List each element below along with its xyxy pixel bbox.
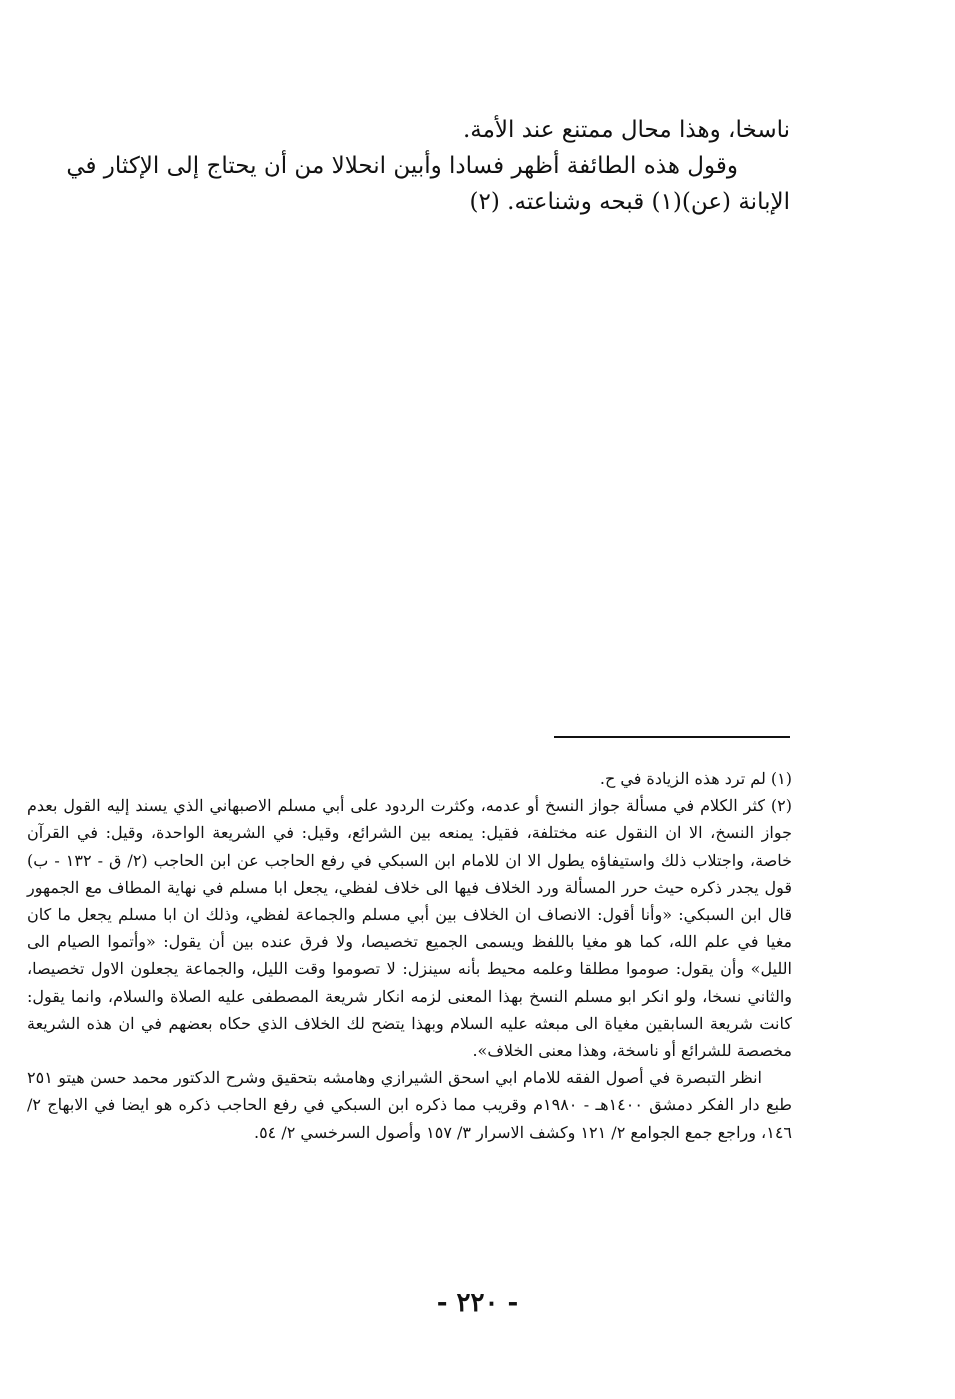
footnotes — [27, 765, 792, 1146]
main-paragraph-2: وقول هذه الطائفة أظهر فسادا وأبين انحلالا من أن يحتاج إلى الإكثار في الإبانة (عن)(١) قبحه وشناعته. (٢) — [66, 153, 790, 215]
footnote-2: (٢) كثر الكلام في مسألة جواز النسخ أو عدمه، وكثرت الردود على أبي مسلم الاصبهاني الذي يسند إليه القول بعدم جواز النسخ، الا ان النقول عنه مختلفة، فقيل: يمنعه بين الشرائع، وقيل: في الشريعة الواحدة، وقيل: في القرآن خاصة، واجتلاب ذلك واستيفاؤه يطول الا ان للامام ابن السبكي في رفع الحاجب عن ابن الحاجب (٢/ ق - ١٣٢ - ب) قول يجدر ذكره حيث حرر المسألة ورد الخلاف فيها الى خلاف لفظي، يجعل ابا مسلم في نهاية المطاف مع الجمهور قال ابن السبكي: «وأنا أقول: الانصاف ان الخلاف بين أبي مسلم والجماعة لفظي، وذلك ان ابا مسلم يجعل ما كان مغيا في علم الله، كما هو مغيا باللفظ ويسمى الجميع تخصيصا، ولا فرق عنده بين أن يقول: «وأتموا الصيام الى الليل» وأن يقول: صوموا مطلقا وعلمه محيط بأنه سينزل: لا تصوموا وقت الليل، والجماعة يجعلون الاول تخصيصا، والثاني نسخا، ولو انكر ابو مسلم النسخ بهذا المعنى لزمه انكار شريعة المصطفى عليه الصلاة والسلام، وانما يقول: كانت شريعة السابقين مغياة الى مبعثه عليه السلام وبهذا يتضح لك الخلاف الذي حكاه بعضهم في ان هذه الشريعة مخصصة للشرائع أو ناسخة، وهذا معنى الخلاف». — [27, 796, 793, 1061]
footnote-2-references: انظر التبصرة في أصول الفقه للامام ابي اسحق الشيرازي وهامشه بتحقيق وشرح الدكتور محمد حسن هيتو ٢٥١ طبع دار الفكر دمشق ١٤٠٠هـ - ١٩٨٠م وقريب مما ذكره ابن السبكي في رفع الحاجب ذكره هو ايضا في الابهاج ٢/ ١٤٦، وراجع جمع الجوامع ٢/ ١٢١ وكشف الاسرار ٣/ ١٥٧ وأصول السرخسي ٢/ ٥٤. — [27, 1068, 793, 1142]
main-paragraph-1: ناسخا، وهذا محال ممتنع عند الأمة. — [462, 117, 790, 143]
footnote-separator — [554, 736, 790, 738]
main-text — [30, 112, 790, 220]
footnote-1: (١) لم ترد هذه الزيادة في ح. — [599, 769, 792, 788]
page-number: - ٢٢٠ - — [436, 1288, 519, 1318]
